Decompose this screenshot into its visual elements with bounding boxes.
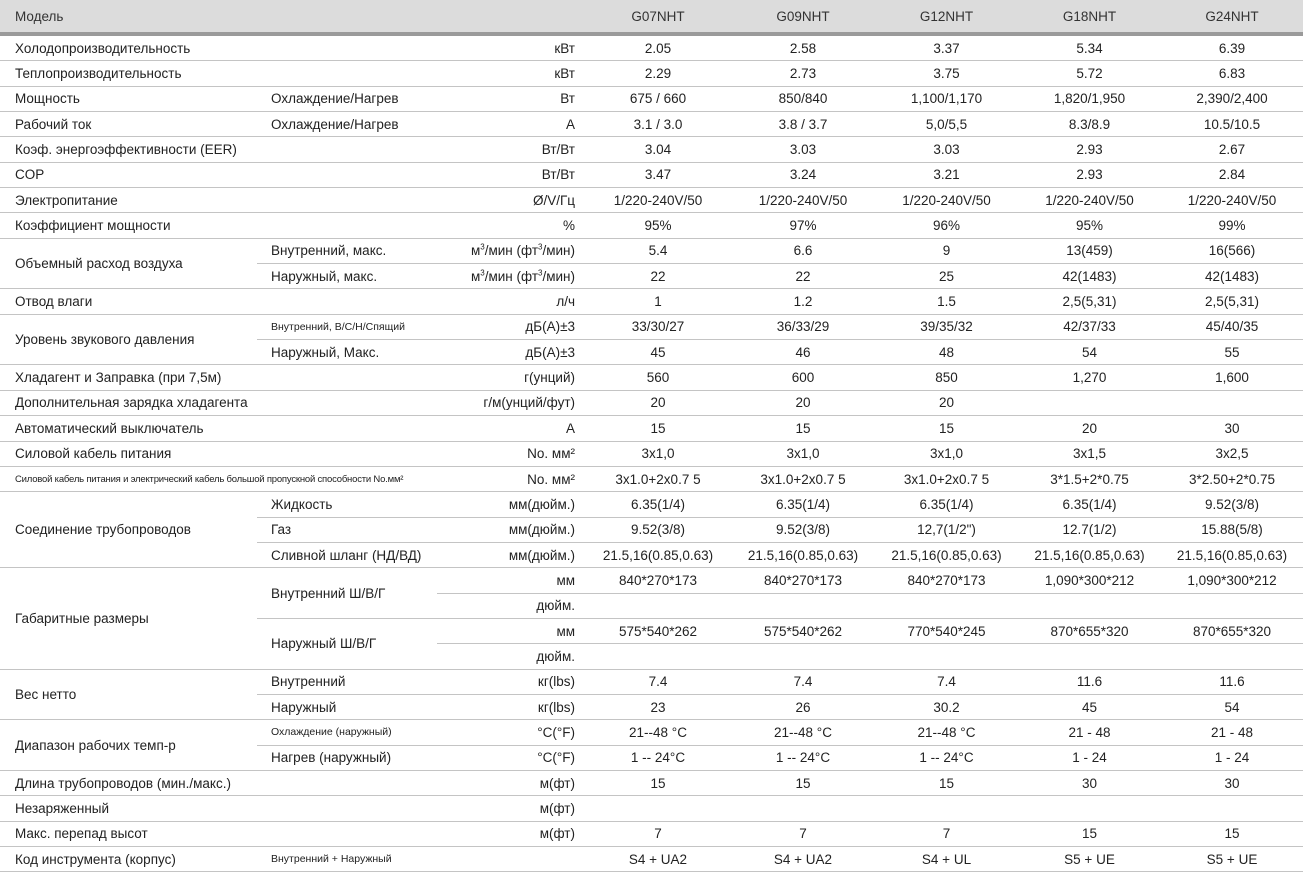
value-cell [1161,390,1303,415]
value-cell: 1/220-240V/50 [731,188,875,213]
value-cell: 6.6 [731,238,875,263]
unit-cell: дюйм. [437,644,585,669]
value-cell: 3*2.50+2*0.75 [1161,466,1303,491]
value-cell: 1,600 [1161,365,1303,390]
unit-cell: м(фт) [437,821,585,846]
value-cell: 1.2 [731,289,875,314]
value-cell: 25 [875,264,1018,289]
value-cell: 15 [585,770,731,795]
unit-cell: °C(°F) [437,720,585,745]
value-cell: S4 + UL [875,847,1018,872]
value-cell [875,644,1018,669]
value-cell: 1,100/1,170 [875,86,1018,111]
value-cell: 42/37/33 [1018,314,1161,339]
value-cell: 9 [875,238,1018,263]
value-cell [731,593,875,618]
value-cell: 10.5/10.5 [1161,112,1303,137]
value-cell: 1/220-240V/50 [1018,188,1161,213]
value-cell: 9.52(3/8) [731,517,875,542]
value-cell: 1/220-240V/50 [1161,188,1303,213]
unit-cell: кг(lbs) [437,694,585,719]
unit-cell: мм(дюйм.) [437,542,585,567]
unit-cell: % [437,213,585,238]
unit-cell: мм [437,618,585,643]
value-cell: 2.29 [585,61,731,86]
value-cell [731,644,875,669]
value-cell: S5 + UE [1161,847,1303,872]
value-cell: 99% [1161,213,1303,238]
value-cell: 42(1483) [1018,264,1161,289]
feature-label: Холодопроизводительность [0,34,437,61]
sub-label: Охлаждение (наружный) [257,720,437,745]
model-column-header: G18NHT [1018,0,1161,34]
unit-cell: Вт [437,86,585,111]
value-cell: 6.83 [1161,61,1303,86]
value-cell: 22 [585,264,731,289]
value-cell: 2.93 [1018,162,1161,187]
value-cell: 850/840 [731,86,875,111]
sub-label: Наружный, Макс. [257,340,437,365]
table-row [0,720,1303,745]
value-cell: 3x1,0 [731,441,875,466]
value-cell: 1 -- 24°C [875,745,1018,770]
unit-cell: No. мм² [437,441,585,466]
value-cell: 30 [1161,770,1303,795]
header-row [0,0,1303,34]
table-row [0,466,1303,491]
value-cell: 30 [1161,416,1303,441]
value-cell [875,593,1018,618]
value-cell: 6.35(1/4) [585,492,731,517]
unit-cell: кВт [437,34,585,61]
value-cell: 3.75 [875,61,1018,86]
value-cell: 2,5(5,31) [1161,289,1303,314]
sub-label: Охлаждение/Нагрев [257,86,437,111]
value-cell: 2.84 [1161,162,1303,187]
value-cell: 3x1,0 [585,441,731,466]
sub-label: Газ [257,517,437,542]
value-cell: 1,270 [1018,365,1161,390]
value-cell: 5.4 [585,238,731,263]
sub-label: Жидкость [257,492,437,517]
unit-cell: л/ч [437,289,585,314]
unit-cell: мм(дюйм.) [437,517,585,542]
value-cell: 770*540*245 [875,618,1018,643]
value-cell: 3x1.0+2x0.7 5 [875,466,1018,491]
value-cell: 21 - 48 [1161,720,1303,745]
model-column-header: G12NHT [875,0,1018,34]
value-cell [1018,796,1161,821]
value-cell: 5.34 [1018,34,1161,61]
value-cell: 2.73 [731,61,875,86]
feature-label: Уровень звукового давления [0,314,257,365]
feature-label: Длина трубопроводов (мин./макс.) [0,770,437,795]
table-row [0,416,1303,441]
value-cell: 97% [731,213,875,238]
value-cell: 3*1.5+2*0.75 [1018,466,1161,491]
value-cell [1018,390,1161,415]
sub-label: Сливной шланг (НД/ВД) [257,542,437,567]
value-cell: 9.52(3/8) [1161,492,1303,517]
value-cell: 870*655*320 [1018,618,1161,643]
value-cell: 7 [585,821,731,846]
value-cell: 54 [1161,694,1303,719]
value-cell: 12.7(1/2) [1018,517,1161,542]
unit-cell: $м^3$/мин $(фт^3/мин)$ [437,238,585,263]
value-cell: 22 [731,264,875,289]
value-cell: 3.1 / 3.0 [585,112,731,137]
value-cell: 21.5,16(0.85,0.63) [585,542,731,567]
unit-cell: кг(lbs) [437,669,585,694]
value-cell: 21.5,16(0.85,0.63) [1018,542,1161,567]
value-cell: 42(1483) [1161,264,1303,289]
feature-label: Силовой кабель питания и электрический кабель большой пропускной способности No.мм² [0,466,437,491]
value-cell: 13(459) [1018,238,1161,263]
value-cell: 46 [731,340,875,365]
unit-cell: дюйм. [437,593,585,618]
value-cell: 840*270*173 [875,568,1018,593]
value-cell: 39/35/32 [875,314,1018,339]
model-header: Модель [0,0,585,34]
value-cell: 2,390/2,400 [1161,86,1303,111]
value-cell: 55 [1161,340,1303,365]
sub-label: Охлаждение/Нагрев [257,112,437,137]
feature-label: Хладагент и Заправка (при 7,5м) [0,365,437,390]
unit-cell: Вт/Вт [437,162,585,187]
value-cell: S4 + UA2 [731,847,875,872]
value-cell: 2,5(5,31) [1018,289,1161,314]
value-cell: 6.39 [1161,34,1303,61]
sub-label: Внутренний, макс. [257,238,437,263]
value-cell: 12,7(1/2") [875,517,1018,542]
value-cell: 840*270*173 [585,568,731,593]
value-cell: 1 - 24 [1161,745,1303,770]
unit-cell: мм [437,568,585,593]
value-cell: 5,0/5,5 [875,112,1018,137]
feature-label: Электропитание [0,188,437,213]
unit-cell: °C(°F) [437,745,585,770]
table-row [0,492,1303,517]
feature-label: COP [0,162,437,187]
value-cell: 3.37 [875,34,1018,61]
model-column-header: G07NHT [585,0,731,34]
value-cell: 870*655*320 [1161,618,1303,643]
value-cell: 96% [875,213,1018,238]
value-cell: 3.8 / 3.7 [731,112,875,137]
value-cell: 1/220-240V/50 [875,188,1018,213]
feature-label: Диапазон рабочих темп-р [0,720,257,771]
value-cell: 95% [1018,213,1161,238]
value-cell: 560 [585,365,731,390]
value-cell: 11.6 [1018,669,1161,694]
value-cell: 15 [731,770,875,795]
table-row [0,441,1303,466]
table-row [0,821,1303,846]
unit-cell: г(унций) [437,365,585,390]
value-cell: 3x2,5 [1161,441,1303,466]
value-cell [1161,796,1303,821]
value-cell: 2.93 [1018,137,1161,162]
value-cell: 16(566) [1161,238,1303,263]
value-cell: 15.88(5/8) [1161,517,1303,542]
unit-cell [437,847,585,872]
value-cell: 15 [1018,821,1161,846]
value-cell [731,796,875,821]
feature-label: Макс. перепад высот [0,821,437,846]
feature-label: Мощность [0,86,257,111]
value-cell: 3x1,5 [1018,441,1161,466]
value-cell: 20 [731,390,875,415]
table-row [0,770,1303,795]
table-row [0,568,1303,593]
value-cell [1161,644,1303,669]
value-cell: 5.72 [1018,61,1161,86]
value-cell: 3.21 [875,162,1018,187]
table-row [0,669,1303,694]
feature-label: Рабочий ток [0,112,257,137]
value-cell: 36/33/29 [731,314,875,339]
table-row [0,137,1303,162]
value-cell: 840*270*173 [731,568,875,593]
value-cell: 33/30/27 [585,314,731,339]
value-cell: 575*540*262 [585,618,731,643]
value-cell [875,796,1018,821]
value-cell: 45/40/35 [1161,314,1303,339]
value-cell: 21 - 48 [1018,720,1161,745]
value-cell: 21--48 °C [875,720,1018,745]
value-cell: 6.35(1/4) [731,492,875,517]
model-column-header: G24NHT [1161,0,1303,34]
feature-label: Коэф. энергоэффективности (EER) [0,137,437,162]
value-cell: 30 [1018,770,1161,795]
value-cell [585,796,731,821]
value-cell: 9.52(3/8) [585,517,731,542]
value-cell [1018,593,1161,618]
value-cell: 3.03 [731,137,875,162]
sub-label: Внутренний [257,669,437,694]
value-cell: 15 [731,416,875,441]
value-cell: 3x1.0+2x0.7 5 [585,466,731,491]
value-cell: 21.5,16(0.85,0.63) [875,542,1018,567]
value-cell [1161,593,1303,618]
value-cell: 1/220-240V/50 [585,188,731,213]
table-row [0,213,1303,238]
value-cell: 15 [585,416,731,441]
unit-cell: мм(дюйм.) [437,492,585,517]
value-cell: 15 [875,416,1018,441]
value-cell [585,644,731,669]
sub-label: Наружный Ш/В/Г [257,618,437,669]
value-cell: 3.03 [875,137,1018,162]
table-row [0,86,1303,111]
value-cell: 30.2 [875,694,1018,719]
table-row [0,112,1303,137]
value-cell: 7 [731,821,875,846]
table-row [0,314,1303,339]
table-row [0,847,1303,872]
unit-cell: м(фт) [437,796,585,821]
value-cell: 11.6 [1161,669,1303,694]
sub-label: Наружный [257,694,437,719]
value-cell: 54 [1018,340,1161,365]
value-cell: 1,090*300*212 [1161,568,1303,593]
feature-label: Объемный расход воздуха [0,238,257,289]
value-cell: 2.05 [585,34,731,61]
value-cell: 6.35(1/4) [875,492,1018,517]
value-cell: 3.24 [731,162,875,187]
value-cell [585,593,731,618]
feature-label: Силовой кабель питания [0,441,437,466]
feature-label: Вес нетто [0,669,257,720]
value-cell: 21--48 °C [585,720,731,745]
value-cell: 7 [875,821,1018,846]
value-cell: 15 [1161,821,1303,846]
value-cell: 26 [731,694,875,719]
feature-label: Автоматический выключатель [0,416,437,441]
value-cell: S5 + UE [1018,847,1161,872]
table-row [0,365,1303,390]
table-row [0,796,1303,821]
value-cell: 575*540*262 [731,618,875,643]
feature-label: Отвод влаги [0,289,437,314]
value-cell: 8.3/8.9 [1018,112,1161,137]
feature-label: Дополнительная зарядка хладагента [0,390,437,415]
value-cell: 21.5,16(0.85,0.63) [731,542,875,567]
value-cell: 600 [731,365,875,390]
unit-cell: г/м(унций/фут) [437,390,585,415]
value-cell: 1 -- 24°C [585,745,731,770]
model-column-header: G09NHT [731,0,875,34]
value-cell: 675 / 660 [585,86,731,111]
feature-label: Соединение трубопроводов [0,492,257,568]
unit-cell: м(фт) [437,770,585,795]
unit-cell: $м^3$/мин $(фт^3/мин)$ [437,264,585,289]
value-cell: 21.5,16(0.85,0.63) [1161,542,1303,567]
value-cell: 20 [585,390,731,415]
feature-label: Код инструмента (корпус) [0,847,257,872]
unit-cell: дБ(А)±3 [437,314,585,339]
value-cell: 20 [875,390,1018,415]
value-cell: 95% [585,213,731,238]
value-cell: 3.04 [585,137,731,162]
table-row [0,188,1303,213]
value-cell: 2.58 [731,34,875,61]
value-cell: 1.5 [875,289,1018,314]
feature-label: Незаряженный [0,796,437,821]
value-cell: 1 -- 24°C [731,745,875,770]
unit-cell: Ø/V/Гц [437,188,585,213]
value-cell: 21--48 °C [731,720,875,745]
sub-label: Внутренний, В/С/Н/Спящий [257,314,437,339]
value-cell: 7.4 [585,669,731,694]
table-row [0,34,1303,61]
value-cell: 23 [585,694,731,719]
unit-cell: Вт/Вт [437,137,585,162]
sub-label: Внутренний Ш/В/Г [257,568,437,619]
value-cell: 20 [1018,416,1161,441]
value-cell: 45 [585,340,731,365]
value-cell: 1 - 24 [1018,745,1161,770]
value-cell: 3x1.0+2x0.7 5 [731,466,875,491]
sub-label: Нагрев (наружный) [257,745,437,770]
value-cell: 7.4 [875,669,1018,694]
unit-cell: А [437,112,585,137]
unit-cell: кВт [437,61,585,86]
value-cell: 7.4 [731,669,875,694]
sub-label: Внутренний + Наружный [257,847,437,872]
table-row [0,238,1303,263]
unit-cell: No. мм² [437,466,585,491]
value-cell [1018,644,1161,669]
value-cell: 3x1,0 [875,441,1018,466]
feature-label: Габаритные размеры [0,568,257,669]
value-cell: 1 [585,289,731,314]
value-cell: 3.47 [585,162,731,187]
value-cell: 15 [875,770,1018,795]
sub-label: Наружный, макс. [257,264,437,289]
value-cell: 48 [875,340,1018,365]
value-cell: 2.67 [1161,137,1303,162]
value-cell: 45 [1018,694,1161,719]
value-cell: 850 [875,365,1018,390]
feature-label: Коэффициент мощности [0,213,437,238]
value-cell: 6.35(1/4) [1018,492,1161,517]
table-row [0,390,1303,415]
unit-cell: А [437,416,585,441]
value-cell: 1,090*300*212 [1018,568,1161,593]
value-cell: 1,820/1,950 [1018,86,1161,111]
value-cell: S4 + UA2 [585,847,731,872]
table-row [0,289,1303,314]
unit-cell: дБ(А)±3 [437,340,585,365]
feature-label: Теплопроизводительность [0,61,437,86]
table-row [0,162,1303,187]
table-row [0,61,1303,86]
